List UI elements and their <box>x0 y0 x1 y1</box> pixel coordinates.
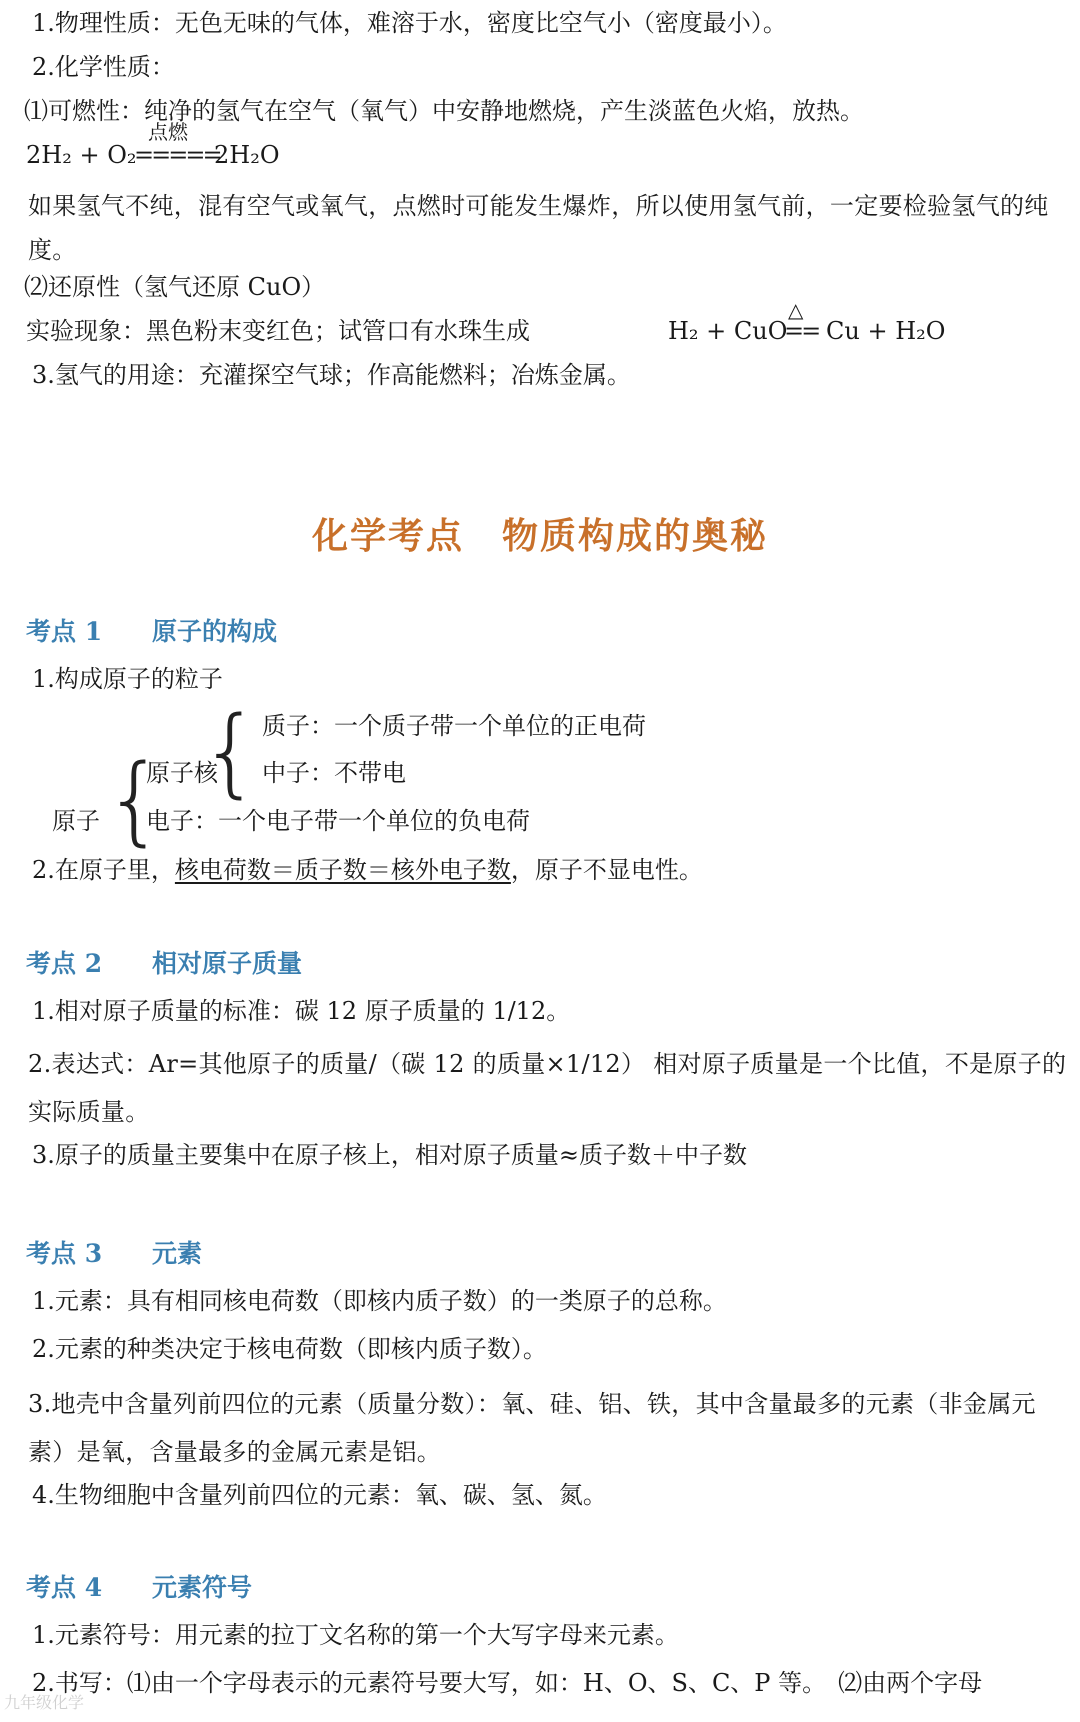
text-line: 1.元素符号：用元素的拉丁文名称的第一个大写字母来元素。 <box>32 1621 679 1649</box>
neutron-label: 中子：不带电 <box>262 759 406 787</box>
text-line: 1.物理性质：无色无味的气体，难溶于水，密度比空气小（密度最小）。 <box>32 9 787 37</box>
section-label: 考点 1 <box>26 617 103 646</box>
section-heading: 原子的构成 <box>152 617 278 646</box>
section-label: 考点 4 <box>26 1573 103 1602</box>
proton-label: 质子：一个质子带一个单位的正电荷 <box>262 712 646 740</box>
section-label: 考点 3 <box>26 1239 103 1268</box>
equation-right: 2H₂O <box>214 141 280 169</box>
electron-label: 电子：一个电子带一个单位的负电荷 <box>146 807 530 835</box>
text-line: 4.生物细胞中含量列前四位的元素：氧、碳、氢、氮。 <box>32 1481 607 1509</box>
text-line <box>32 855 703 885</box>
text-line: 2.书写：⑴由一个字母表示的元素符号要大写，如：H、O、S、C、P 等。 ⑵由两个字母 <box>32 1669 983 1697</box>
brace-nucleus: { <box>200 696 262 808</box>
text-line: 1.元素：具有相同核电荷数（即核内质子数）的一类原子的总称。 <box>32 1287 727 1315</box>
underlined-text: 核电荷数＝质子数＝核外电子数 <box>174 856 511 884</box>
brace-atom: { <box>104 744 166 856</box>
text-line: 2.化学性质： <box>32 53 175 81</box>
section-heading: 元素符号 <box>152 1573 253 1602</box>
text-span: 2.在原子里， <box>32 856 175 884</box>
atom-label: 原子 <box>52 807 100 835</box>
paragraph: 2.表达式：Ar=其他原子的质量/（碳 12 的质量×1/12） 相对原子质量是一个比值，不是原子的实际质量。 <box>28 1050 1067 1126</box>
section-heading: 元素 <box>152 1239 203 1268</box>
paragraph: 如果氢气不纯，混有空气或氧气，点燃时可能发生爆炸，所以使用氢气前，一定要检验氢气的纯度。 <box>28 192 1049 264</box>
text-line: 1.构成原子的粒子 <box>32 665 223 693</box>
text-line: ⑵还原性（氢气还原 CuO） <box>24 273 326 301</box>
page-title: 化学考点 物质构成的奥秘 <box>311 515 768 557</box>
nucleus-label: 原子核 <box>146 759 218 787</box>
text-line: 3.原子的质量主要集中在原子核上，相对原子质量≈质子数＋中子数 <box>32 1141 748 1169</box>
section-label: 考点 2 <box>26 949 103 978</box>
text-line: 实验现象：黑色粉末变红色；试管口有水珠生成 <box>26 317 530 345</box>
watermark: 九年级化学 <box>4 1693 85 1712</box>
equation-condition: △ <box>788 298 804 322</box>
section-heading: 相对原子质量 <box>152 949 303 978</box>
equation-sign: == <box>784 317 819 345</box>
equation-right: Cu + H₂O <box>826 317 946 345</box>
text-line: ⑴可燃性：纯净的氢气在空气（氧气）中安静地燃烧，产生淡蓝色火焰，放热。 <box>24 97 864 125</box>
equation-sign: ===== <box>134 141 220 169</box>
equation-left: H₂ + CuO <box>668 317 788 345</box>
text-line: 1.相对原子质量的标准：碳 12 原子质量的 1/12。 <box>32 997 571 1025</box>
paragraph: 3.地壳中含量列前四位的元素（质量分数）：氧、硅、铝、铁，其中含量最多的元素（非金属元素）是氧，含量最多的金属元素是铝。 <box>28 1390 1036 1466</box>
equation-condition: 点燃 <box>148 120 188 144</box>
equation-left: 2H₂ + O₂ <box>26 141 137 169</box>
text-span: ，原子不显电性。 <box>510 856 703 884</box>
text-line: 2.元素的种类决定于核电荷数（即核内质子数）。 <box>32 1335 547 1363</box>
text-line: 3.氢气的用途：充灌探空气球；作高能燃料；冶炼金属。 <box>32 361 631 389</box>
